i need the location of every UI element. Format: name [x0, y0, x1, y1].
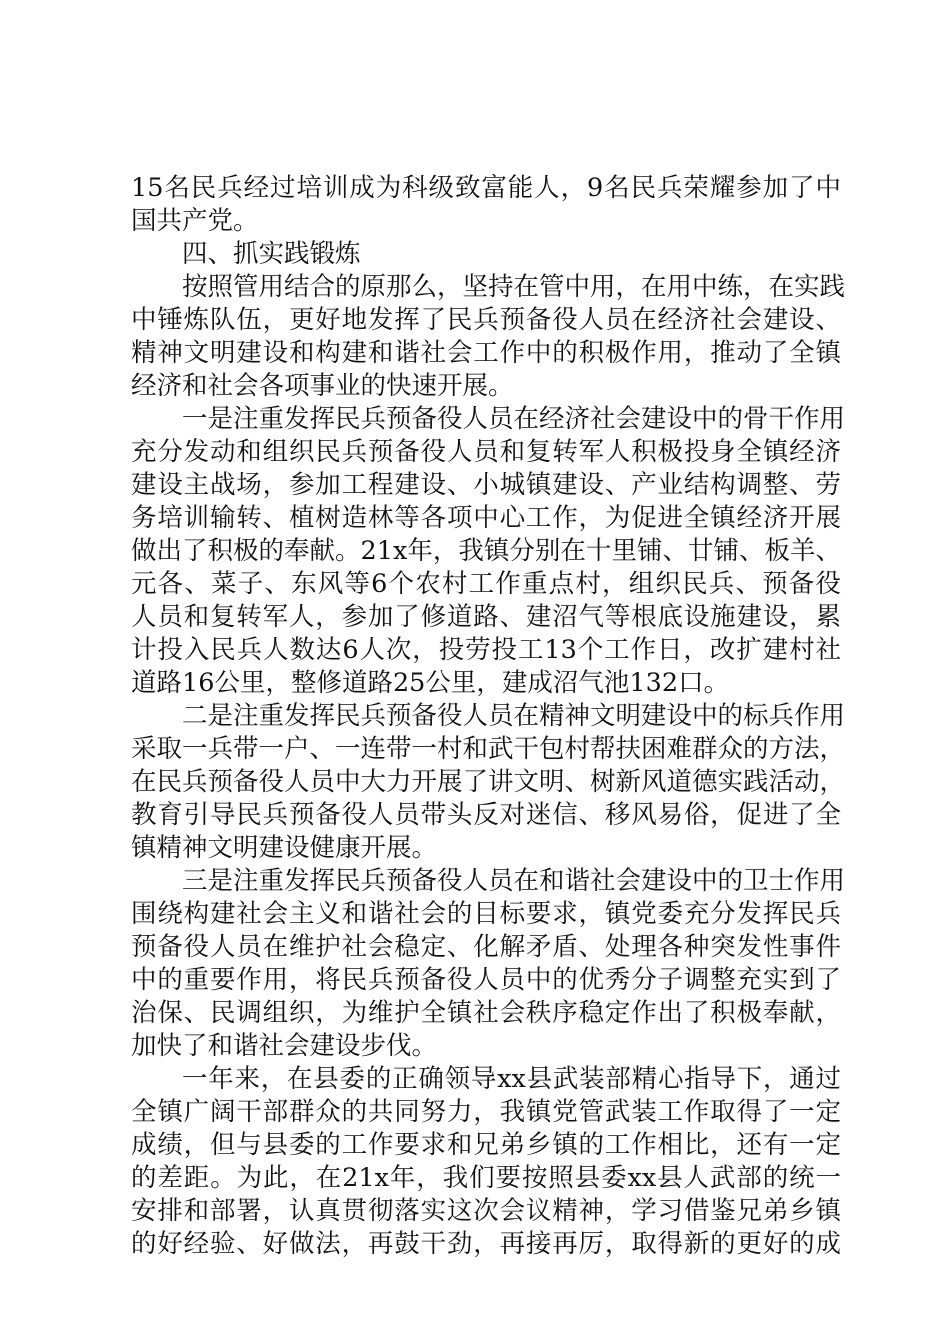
text-line: 采取一兵带一户、一连带一村和武干包村帮扶困难群众的方法，: [131, 734, 846, 764]
text-line: 三是注重发挥民兵预备役人员在和谐社会建设中的卫士作用: [182, 866, 846, 896]
text-line: 充分发动和组织民兵预备役人员和复转军人积极投身全镇经济: [131, 437, 841, 467]
text-line: 建设主战场，参加工程建设、小城镇建设、产业结构调整、劳: [131, 470, 841, 500]
text-line: 镇精神文明建设健康开展。: [131, 833, 438, 863]
text-line: 二是注重发挥民兵预备役人员在精神文明建设中的标兵作用: [182, 701, 846, 731]
section-heading: 四、抓实践锻炼: [182, 239, 361, 269]
text-line: 道路16公里，整修道路25公里，建成沼气池132口。: [131, 668, 730, 698]
text-line: 围绕构建社会主义和谐社会的目标要求，镇党委充分发挥民兵: [131, 899, 841, 929]
text-line: 经济和社会各项事业的快速开展。: [131, 371, 514, 401]
text-line: 一年来，在县委的正确领导xx县武装部精心指导下，通过: [182, 1064, 841, 1094]
text-line: 人员和复转军人，参加了修道路、建沼气等根底设施建设，累: [131, 602, 841, 632]
text-line: 教育引导民兵预备役人员带头反对迷信、移风易俗，促进了全: [131, 800, 841, 830]
text-line: 加快了和谐社会建设步伐。: [131, 1031, 438, 1061]
text-line: 治保、民调组织，为维护全镇社会秩序稳定作出了积极奉献，: [131, 998, 841, 1028]
text-line: 预备役人员在维护社会稳定、化解矛盾、处理各种突发性事件: [131, 932, 841, 962]
text-line: 务培训输转、植树造林等各项中心工作，为促进全镇经济开展: [131, 503, 841, 533]
text-line: 精神文明建设和构建和谐社会工作中的积极作用，推动了全镇: [131, 338, 841, 368]
text-line: 元各、菜子、东风等6个农村工作重点村，组织民兵、预备役: [131, 569, 841, 599]
text-line: 按照管用结合的原那么，坚持在管中用，在用中练，在实践: [182, 272, 846, 302]
text-line: 全镇广阔干部群众的共同努力，我镇党管武装工作取得了一定: [131, 1097, 841, 1127]
text-line: 15名民兵经过培训成为科级致富能人，9名民兵荣耀参加了中: [131, 173, 841, 203]
text-line: 安排和部署，认真贯彻落实这次会议精神，学习借鉴兄弟乡镇: [131, 1196, 841, 1226]
body-text: [131, 172, 846, 1261]
text-line: 的差距。为此，在21x年，我们要按照县委xx县人武部的统一: [131, 1163, 841, 1193]
text-line: 成绩，但与县委的工作要求和兄弟乡镇的工作相比，还有一定: [131, 1130, 841, 1160]
text-line: 的好经验、好做法，再鼓干劲，再接再厉，取得新的更好的成: [131, 1229, 841, 1259]
text-line: 做出了积极的奉献。21x年，我镇分别在十里铺、廿铺、板羊、: [131, 536, 841, 566]
text-line: 计投入民兵人数达6人次，投劳投工13个工作日，改扩建村社: [131, 635, 841, 665]
text-line: 一是注重发挥民兵预备役人员在经济社会建设中的骨干作用: [182, 404, 846, 434]
text-line: 国共产党。: [131, 206, 259, 236]
text-line: 中的重要作用，将民兵预备役人员中的优秀分子调整充实到了: [131, 965, 841, 995]
text-line: 在民兵预备役人员中大力开展了讲文明、树新风道德实践活动，: [131, 767, 846, 797]
text-line: 中锤炼队伍，更好地发挥了民兵预备役人员在经济社会建设、: [131, 305, 841, 335]
